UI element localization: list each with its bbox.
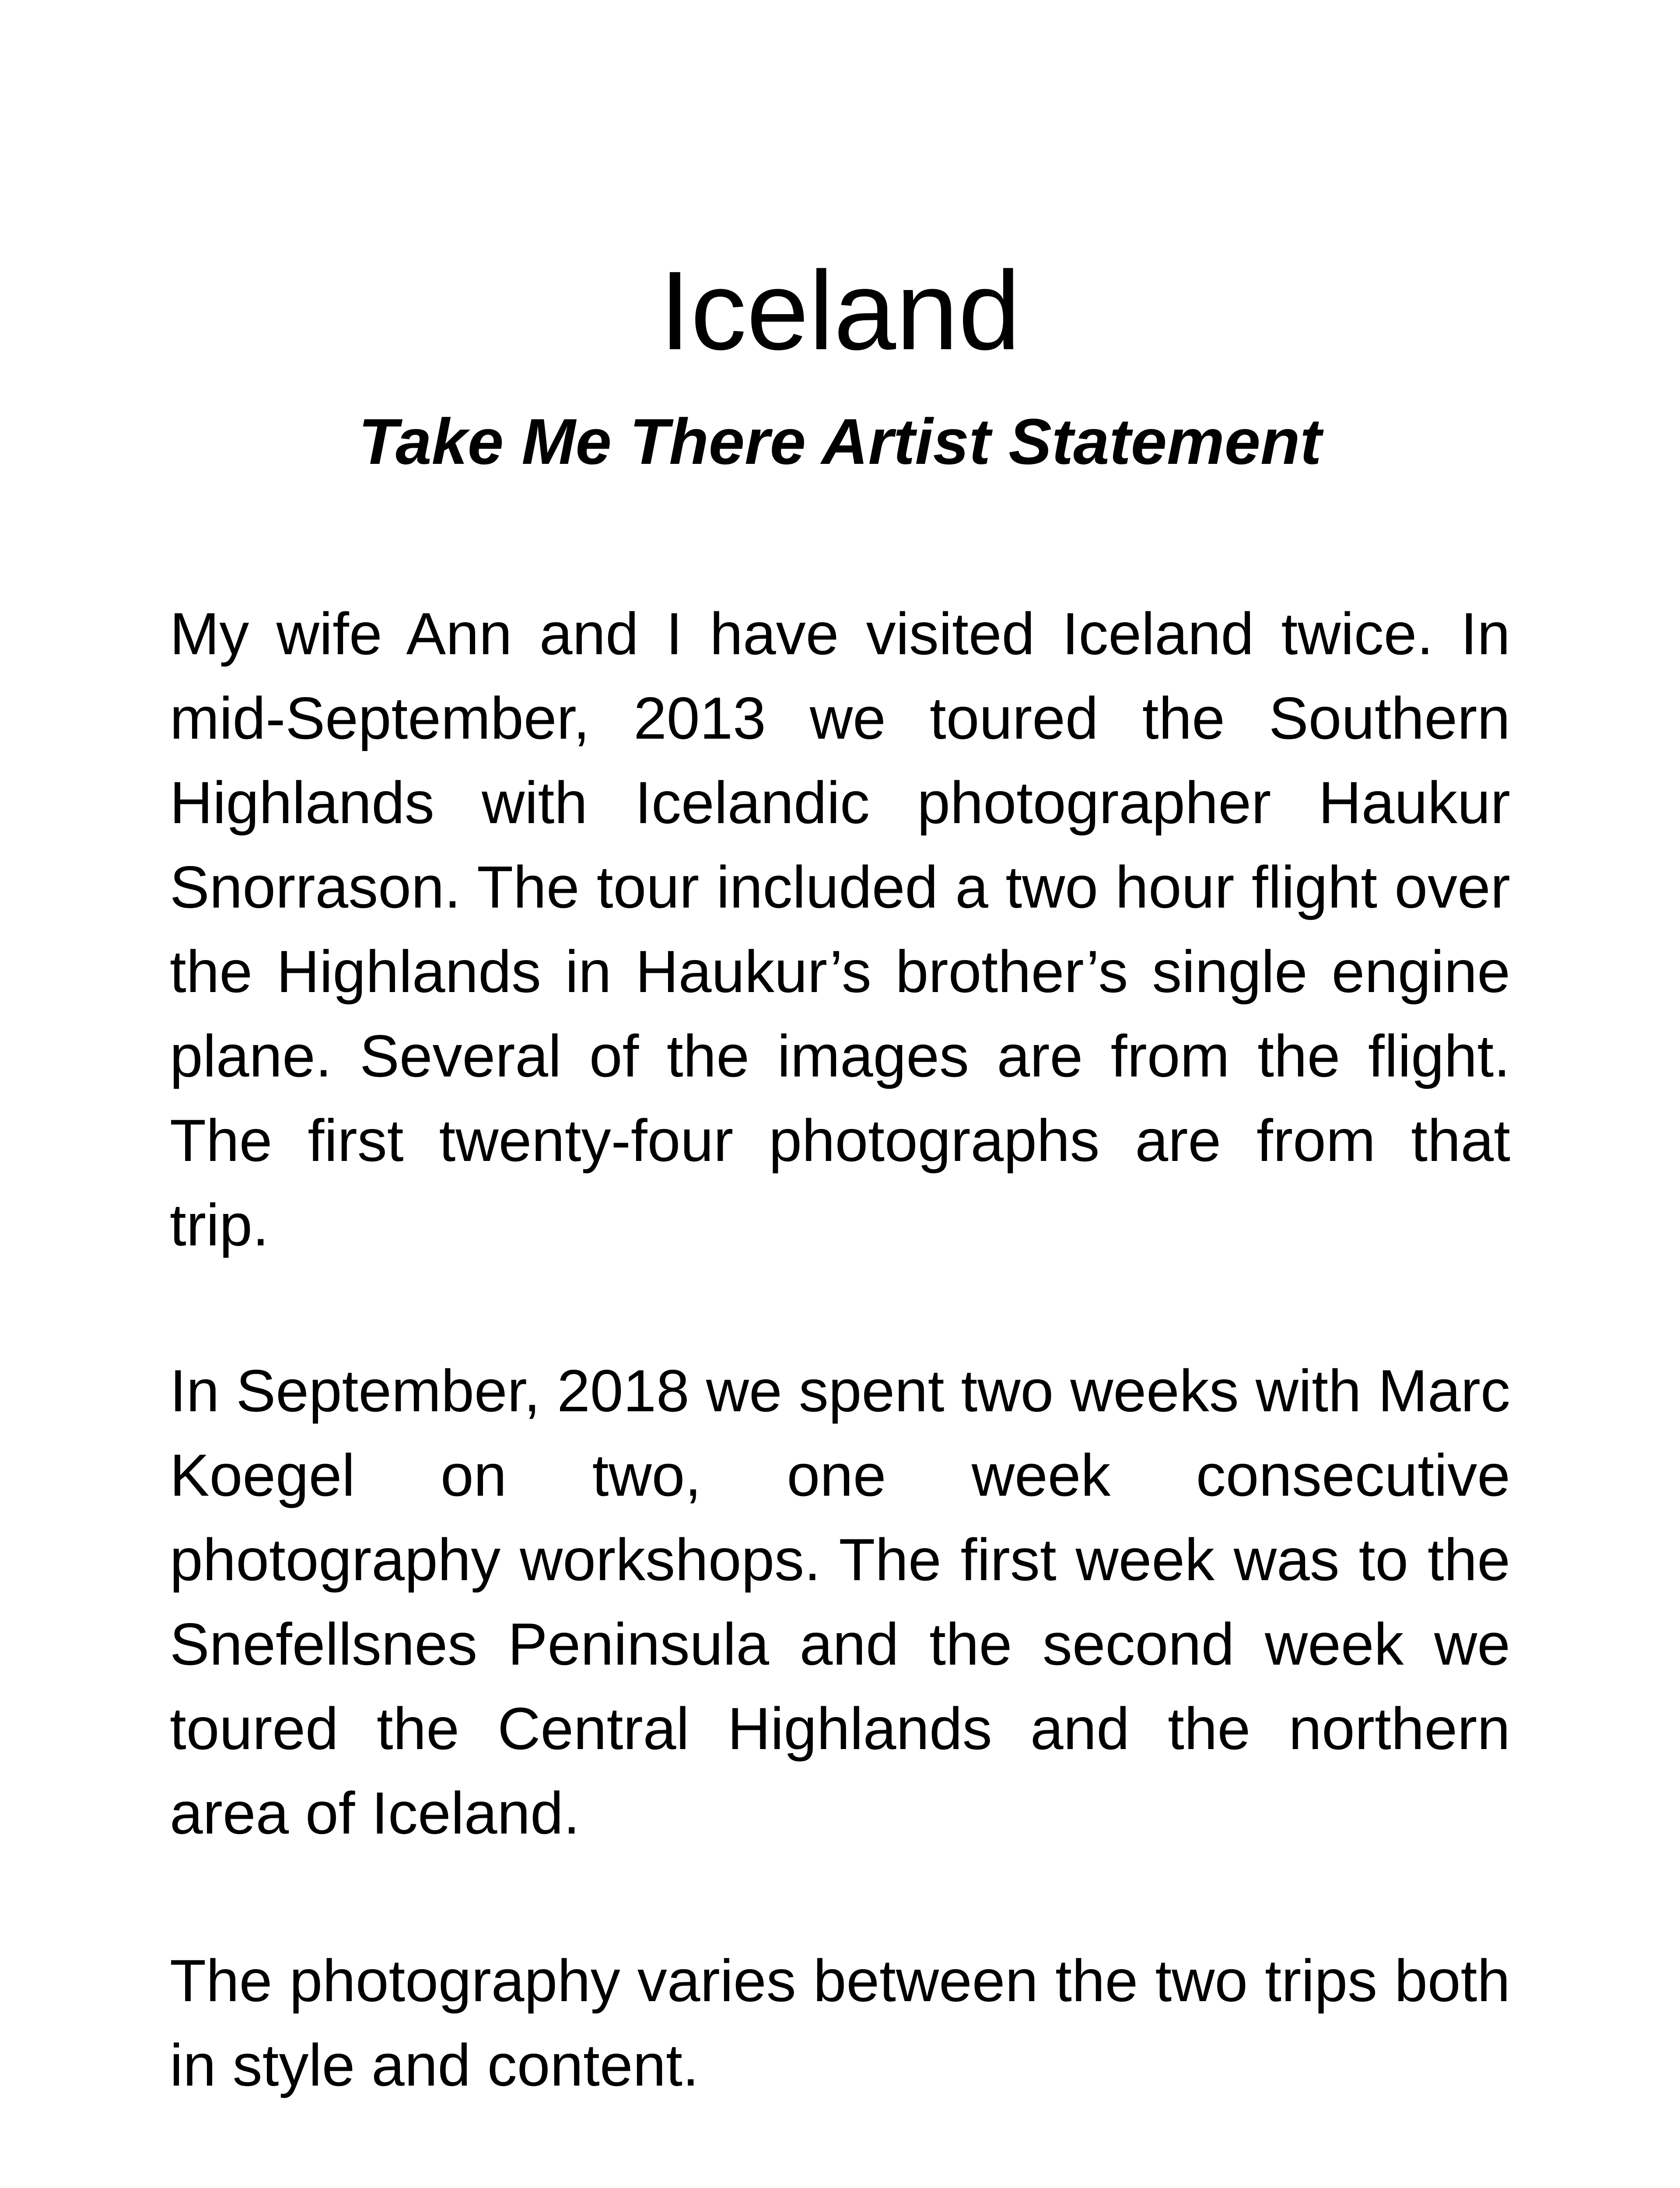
paragraph-conclusion: The photography varies between the two trips both in style and content.	[170, 1947, 1510, 2098]
paragraph-first-trip: My wife Ann and I have visited Iceland twice. In mid-September, 2013 we toured the Southern Highlands with Icelandic photographer Haukur Snorrason. The tour included a two hour flight over the Highlands in Haukur’s brother’s single engine plane. Several of the images are from the flight. The first twenty-four photographs are from that trip.	[170, 600, 1510, 1258]
page-subtitle: Take Me There Artist Statement	[358, 406, 1322, 478]
paragraph-second-trip: In September, 2018 we spent two weeks with Marc Koegel on two, one week consecutive photography workshops. The first week was to the Snefellsnes Peninsula and the second week we toured the Central Highlands and the northern area of Iceland.	[170, 1357, 1510, 1846]
page-title: Iceland	[659, 248, 1021, 373]
